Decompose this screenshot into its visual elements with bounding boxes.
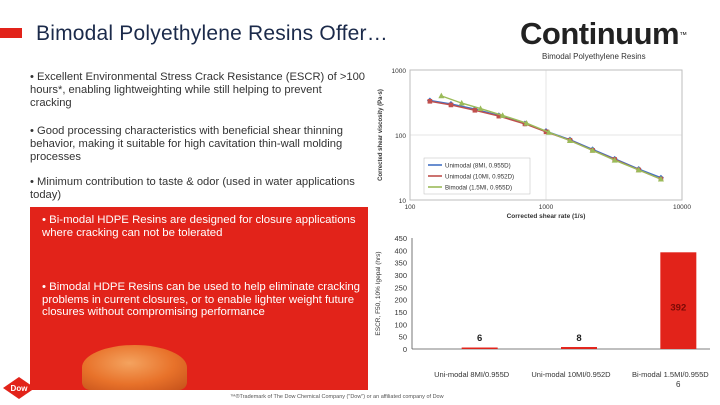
callout-bullet-2: • Bimodal HDPE Resins can be used to help eliminate cracking problems in current closures, or to enable lighter weight future closures without compromising performance	[42, 281, 361, 318]
page-number: 6	[676, 380, 681, 389]
y-tick-label: 400	[394, 246, 407, 256]
svg-text:Dow: Dow	[10, 384, 28, 393]
bar-value-label: 392	[670, 302, 687, 314]
logo-subtitle: Bimodal Polyethylene Resins	[542, 52, 646, 61]
x-category-label: Uni-modal 8MI/0.955D	[434, 370, 510, 379]
continuum-logo	[520, 18, 710, 64]
y-tick-label: 150	[394, 308, 407, 317]
callout-bullet-1: • Bi-modal HDPE Resins are designed for closure applications where cracking can not be tolerated	[42, 214, 356, 239]
bullet-text: • Excellent Environmental Stress Crack Resistance (ESCR) of >100 hours*, enabling lightweighting while still helping to prevent cracking	[30, 71, 366, 109]
bar	[561, 347, 597, 349]
y-tick-label: 10	[398, 198, 406, 205]
x-category-label: Bi-modal 1.5MI/0.955D	[631, 370, 709, 379]
logo-word: Continuum	[520, 16, 680, 51]
bullet-text: • Minimum contribution to taste & odor (used in water applications today)	[30, 176, 355, 201]
y-axis-label: Corrected shear viscosity (Pa-s)	[378, 89, 384, 181]
bar-value-label: 8	[576, 333, 582, 344]
legend-label: Bimodal (1.5MI, 0.955D)	[445, 184, 513, 192]
y-tick-label: 0	[402, 345, 407, 354]
trademark-footer: ™®Trademark of The Dow Chemical Company ("Dow") or an affiliated company of Dow	[230, 394, 444, 400]
bar-value-label: 6	[477, 333, 483, 344]
x-tick-label: 10000	[672, 204, 692, 211]
title-accent-bar	[0, 28, 22, 38]
x-tick-label: 100	[404, 204, 416, 211]
bullet-escr	[30, 71, 365, 110]
legend-label: Unimodal (8MI, 0.955D)	[445, 162, 511, 170]
data-point	[428, 99, 433, 104]
y-tick-label: 250	[394, 283, 407, 293]
x-category-label: Uni-modal 10MI/0.952D	[531, 370, 611, 379]
bullet-processing	[30, 125, 365, 164]
data-point	[473, 108, 478, 113]
dow-logo	[2, 376, 36, 400]
x-tick-label: 1000	[538, 204, 554, 211]
bar	[462, 348, 498, 349]
y-axis-label: ESCR, F50, 10% Igepal (hrs)	[375, 251, 382, 336]
x-axis-label: Corrected shear rate (1/s)	[506, 213, 586, 220]
bar	[660, 252, 696, 349]
y-tick-label: 100	[394, 320, 407, 330]
bullet-text: • Good processing characteristics with beneficial shear thinning behavior, making it suitable for high cavitation thin-wall molding processes	[30, 125, 343, 163]
closure-cap-image	[82, 345, 187, 390]
y-tick-label: 1000	[391, 68, 406, 75]
escr-bar-chart	[370, 230, 718, 382]
data-point	[449, 103, 454, 108]
slide-title: Bimodal Polyethylene Resins Offer…	[36, 22, 388, 45]
y-tick-label: 200	[394, 295, 407, 305]
y-tick-label: 350	[394, 258, 407, 268]
y-tick-label: 100	[395, 133, 406, 140]
y-tick-label: 300	[394, 271, 407, 280]
legend-label: Unimodal (10MI, 0.952D)	[445, 173, 515, 181]
logo-tm: ™	[679, 30, 688, 40]
y-tick-label: 450	[394, 234, 407, 243]
bullet-taste	[30, 176, 365, 202]
viscosity-chart	[372, 62, 712, 220]
y-tick-label: 50	[398, 332, 407, 342]
